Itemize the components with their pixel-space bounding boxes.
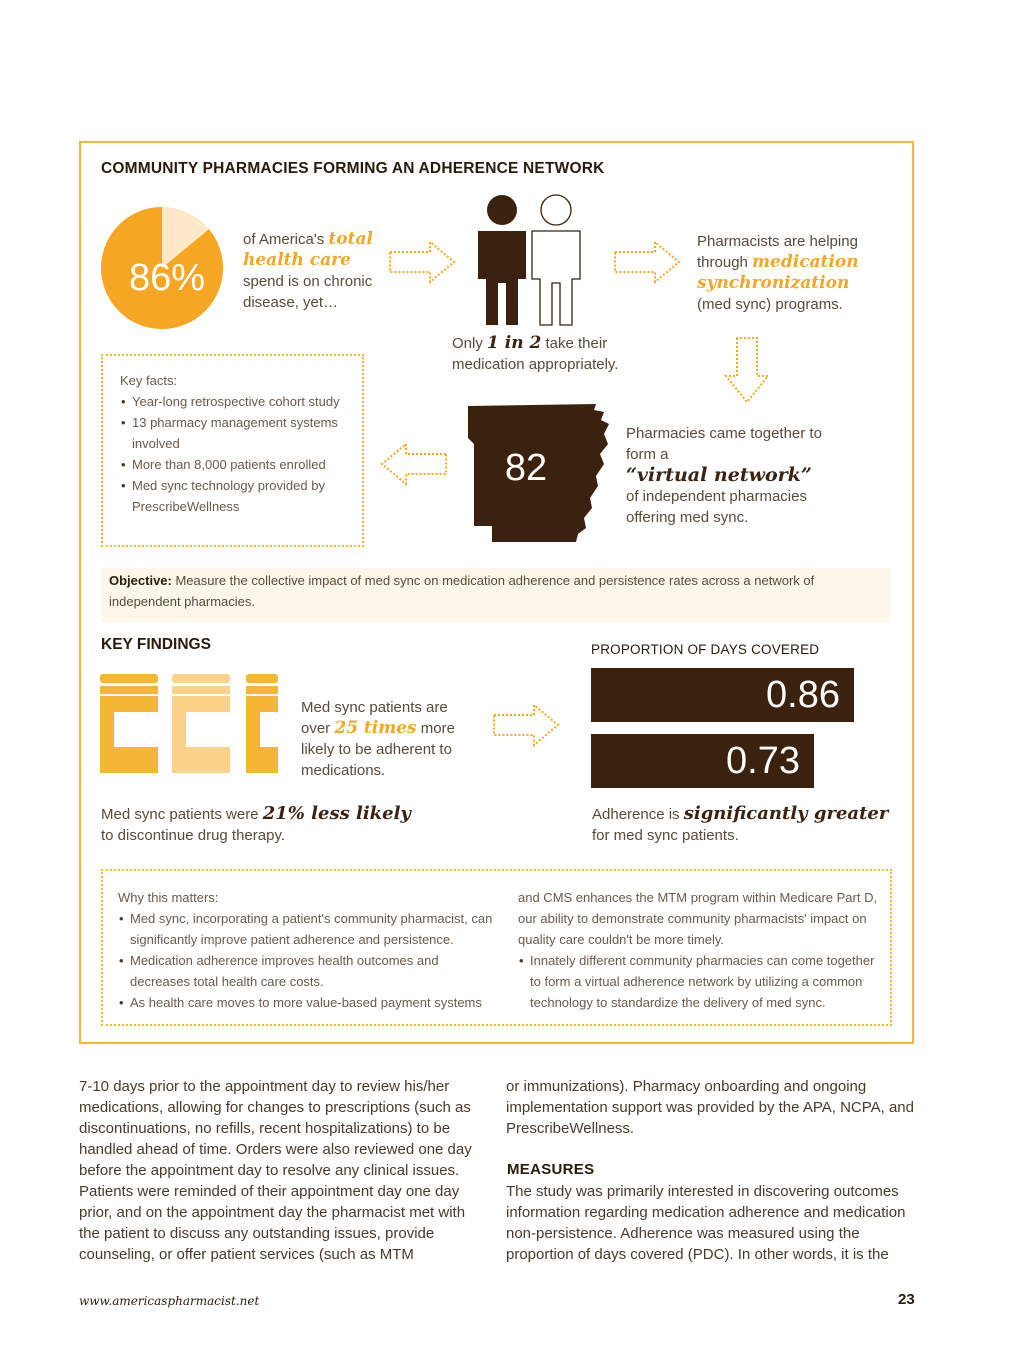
arkansas-map-icon — [466, 404, 612, 544]
why-left-col — [118, 887, 493, 1013]
pdc-bar-label: 0.73 — [726, 740, 800, 782]
spend-emphasis: total health care — [243, 229, 373, 270]
why-item: • Med sync, incorporating a patient's community pharmacist, can significantly improve patient adherence and persistence. — [130, 908, 493, 950]
why-continuation: and CMS enhances the MTM program within Medicare Part D, our ability to demonstrate community pharmacists' impact on quality care couldn't be more timely. — [518, 890, 878, 947]
person-filled-icon — [478, 195, 526, 325]
key-fact-item: • More than 8,000 patients enrolled — [132, 454, 352, 475]
pill-bottle-icon — [172, 674, 230, 773]
less-likely-part1: Med sync patients were — [101, 806, 263, 823]
arrow-down-icon — [724, 336, 770, 406]
times-part2: more likely to be adherent to medications. — [301, 720, 455, 779]
spend-text — [243, 229, 393, 313]
greater-text — [592, 803, 902, 846]
spend-part1: of America's — [243, 231, 329, 248]
why-left-list — [118, 908, 493, 1013]
measures-heading: MEASURES — [507, 1161, 595, 1178]
objective-label: Objective: — [109, 573, 172, 588]
key-fact-item: • Year-long retrospective cohort study — [132, 391, 352, 412]
only-emphasis: 1 in 2 — [487, 333, 542, 353]
pie-label: 86% — [128, 257, 206, 299]
pill-bottle-icon — [246, 674, 278, 773]
key-facts-box — [101, 354, 364, 547]
less-likely-text — [101, 803, 431, 846]
only-part1: Only — [452, 335, 488, 352]
key-fact-item: • Med sync technology provided by PrescribeWellness — [132, 475, 352, 517]
arrow-right-icon-2 — [613, 240, 683, 284]
spend-part2: spend is on chronic disease, yet… — [243, 273, 373, 311]
network-part2: of independent pharmacies offering med sync. — [626, 488, 807, 526]
why-heading: Why this matters: — [118, 890, 219, 905]
infographic-title: COMMUNITY PHARMACIES FORMING AN ADHERENCE NETWORK — [101, 160, 605, 177]
body-left-column: 7-10 days prior to the appointment day to review his/her medications, allowing for changes to prescriptions (such as discontinuations, no refills, recent hospitalizations) to be handled ahead of time. Orders were also reviewed one day before the appointment day to resolve any clinical issues. Patients were reminded of their appointment day one day prior, and on the appointment day the pharmacist met with the patient to discuss any outstanding issues, provide counseling, or offer patient services (such as MTM — [79, 1078, 472, 1263]
key-findings-title: KEY FINDINGS — [101, 636, 211, 653]
objective-box — [101, 568, 890, 622]
pdc-bar-label: 0.86 — [766, 674, 840, 716]
network-emphasis: “virtual network” — [626, 464, 812, 486]
key-facts-heading: Key facts: — [120, 373, 178, 388]
person-outline-icon — [532, 195, 580, 325]
objective-text: Measure the collective impact of med sync on medication adherence and persistence rates across a network of independent pharmacies. — [109, 573, 815, 609]
helping-emphasis: medication synchronization — [697, 252, 859, 293]
network-part1: Pharmacies came together to form a — [626, 425, 822, 463]
greater-emphasis: significantly greater — [683, 803, 889, 824]
why-box — [101, 869, 892, 1026]
footer-url: www.americaspharmacist.net — [79, 1294, 260, 1308]
why-item: • Innately different community pharmacies can come together to form a virtual adherence network by utilizing a common technology to standardize the delivery of med sync. — [530, 950, 880, 1013]
greater-part2: for med sync patients. — [592, 827, 739, 844]
times-text — [301, 697, 481, 781]
pdc-title: PROPORTION OF DAYS COVERED — [591, 642, 820, 657]
arrow-left-icon — [378, 442, 450, 486]
helping-part1: Pharmacists are helping through — [697, 233, 858, 271]
greater-part1: Adherence is — [592, 806, 684, 823]
pdc-bar — [591, 734, 814, 788]
only-text — [452, 333, 652, 375]
pill-bottles-icon — [100, 674, 278, 774]
key-facts-list — [120, 391, 352, 517]
less-likely-part2: to discontinue drug therapy. — [101, 827, 286, 844]
pdc-chart — [591, 668, 897, 788]
times-emphasis: 25 times — [334, 718, 417, 738]
helping-part2: (med sync) programs. — [697, 296, 843, 313]
arrow-right-icon — [388, 240, 458, 284]
page-number: 23 — [898, 1291, 915, 1308]
network-text — [626, 423, 846, 528]
key-fact-item: • 13 pharmacy management systems involved — [132, 412, 352, 454]
body-right-bottom: The study was primarily interested in discovering outcomes information regarding medication adherence and medication non-persistence. Adherence was measured using the proportion of days covered (PDC). In other words, it is the — [506, 1183, 906, 1263]
helping-text — [697, 231, 887, 315]
less-likely-emphasis: 21% less likely — [262, 803, 411, 824]
why-right-col — [518, 887, 880, 1013]
why-item: • As health care moves to more value-based payment systems — [130, 992, 493, 1013]
times-part1: Med sync patients are over — [301, 699, 448, 737]
body-right-top: or immunizations). Pharmacy onboarding and ongoing implementation support was provided by the APA, NCPA, and PrescribeWellness. — [506, 1078, 914, 1137]
state-number: 82 — [504, 447, 548, 489]
only-part2: take their medication appropriately. — [452, 335, 619, 373]
pill-bottle-icon — [100, 674, 158, 773]
arrow-right-icon-3 — [492, 703, 562, 747]
why-item: • Medication adherence improves health outcomes and decreases total health care costs. — [130, 950, 493, 992]
pdc-bar — [591, 668, 854, 722]
people-icon — [472, 193, 592, 328]
pie-chart — [101, 204, 225, 332]
why-right-list — [518, 950, 880, 1013]
